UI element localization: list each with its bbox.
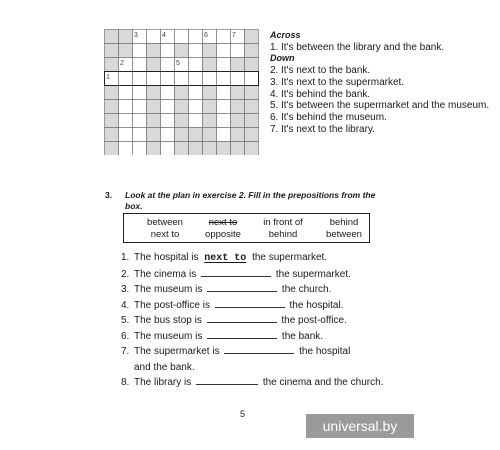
sentence-start: The supermarket is bbox=[134, 346, 220, 357]
clue-number: 5. bbox=[270, 100, 279, 112]
answer-example: next to bbox=[204, 253, 247, 264]
crossword-block bbox=[105, 100, 119, 114]
crossword-block bbox=[245, 58, 259, 72]
sentence-start: The museum is bbox=[134, 330, 203, 342]
word-box-item: in front of bbox=[263, 217, 303, 228]
crossword-block bbox=[245, 142, 259, 156]
sentence-end: the supermarket. bbox=[252, 252, 328, 263]
exercise-instruction bbox=[105, 190, 395, 212]
sentence-end: the cinema and the church. bbox=[262, 377, 384, 388]
down-list bbox=[270, 65, 495, 135]
answer-blank[interactable] bbox=[207, 329, 277, 339]
crossword-cell[interactable] bbox=[175, 72, 189, 86]
crossword-block bbox=[231, 114, 245, 128]
crossword-cell[interactable] bbox=[161, 114, 175, 128]
answer-blank[interactable] bbox=[215, 298, 285, 308]
crossword-block bbox=[175, 128, 189, 142]
word-box-item: between bbox=[326, 229, 362, 240]
clue-number: 3. bbox=[270, 76, 279, 88]
answer-blank[interactable] bbox=[196, 375, 258, 385]
crossword-cell[interactable] bbox=[161, 100, 175, 114]
sentence-item bbox=[121, 313, 421, 329]
sentence-number: 5. bbox=[121, 315, 130, 326]
crossword-cell[interactable] bbox=[133, 58, 147, 72]
crossword-block bbox=[203, 128, 217, 142]
crossword-number: 7 bbox=[232, 32, 236, 39]
crossword-block bbox=[175, 114, 189, 128]
crossword-cell[interactable] bbox=[189, 44, 203, 58]
crossword-cell[interactable] bbox=[161, 86, 175, 100]
crossword-cell[interactable] bbox=[133, 142, 147, 156]
answer-blank[interactable] bbox=[201, 267, 271, 277]
crossword-number: 5 bbox=[176, 60, 180, 67]
crossword-cell[interactable] bbox=[189, 58, 203, 72]
answer-blank[interactable] bbox=[207, 282, 277, 292]
crossword-block bbox=[119, 44, 133, 58]
sentence-item bbox=[121, 298, 421, 314]
crossword-block bbox=[203, 44, 217, 58]
sentence-number: 1. bbox=[121, 252, 130, 263]
crossword-block bbox=[189, 128, 203, 142]
across-heading: Across bbox=[270, 30, 301, 40]
crossword-block bbox=[175, 142, 189, 156]
crossword-block bbox=[231, 142, 245, 156]
sentence-start: The museum is bbox=[134, 284, 203, 295]
clue-item bbox=[270, 124, 495, 136]
crossword-cell[interactable] bbox=[133, 114, 147, 128]
crossword-cell[interactable] bbox=[217, 44, 231, 58]
crossword-block bbox=[105, 44, 119, 58]
crossword-block bbox=[245, 30, 259, 44]
crossword-cell[interactable] bbox=[133, 128, 147, 142]
word-box-item: behind bbox=[268, 229, 298, 240]
sentence-end: the hospital bbox=[299, 346, 351, 357]
crossword-block bbox=[245, 128, 259, 142]
sentence-number: 7. bbox=[121, 346, 130, 357]
crossword-block bbox=[147, 114, 161, 128]
crossword-block bbox=[105, 86, 119, 100]
crossword-block bbox=[147, 142, 161, 156]
word-box bbox=[123, 213, 370, 243]
sentence-start: The cinema is bbox=[134, 268, 197, 280]
crossword-block bbox=[245, 114, 259, 128]
answer-blank[interactable] bbox=[224, 344, 294, 354]
crossword-block bbox=[105, 30, 119, 44]
crossword-cell[interactable] bbox=[189, 30, 203, 44]
crossword-grid bbox=[104, 29, 259, 155]
crossword-svg bbox=[104, 29, 259, 155]
crossword-block bbox=[203, 58, 217, 72]
clue-number: 7. bbox=[270, 123, 279, 135]
clue-item bbox=[270, 112, 495, 124]
down-heading: Down bbox=[270, 53, 295, 64]
crossword-cell[interactable] bbox=[217, 86, 231, 100]
crossword-block bbox=[231, 128, 245, 142]
crossword-block bbox=[245, 100, 259, 114]
crossword-block bbox=[147, 100, 161, 114]
word-box-item: opposite bbox=[205, 229, 241, 240]
crossword-cell[interactable] bbox=[133, 100, 147, 114]
crossword-cell[interactable] bbox=[119, 114, 133, 128]
word-box-item-used: next to bbox=[208, 217, 238, 228]
sentence-number: 6. bbox=[121, 330, 130, 342]
crossword-cell[interactable] bbox=[161, 44, 175, 58]
word-box-item: behind bbox=[329, 217, 359, 228]
crossword-clues bbox=[270, 30, 495, 135]
clue-text: It's between the supermarket and the museum. bbox=[281, 100, 490, 112]
crossword-block bbox=[217, 142, 231, 156]
crossword-block bbox=[147, 44, 161, 58]
crossword-cell[interactable] bbox=[119, 142, 133, 156]
exercise-number: 3. bbox=[105, 190, 113, 200]
crossword-cell[interactable] bbox=[147, 72, 161, 86]
clue-item bbox=[270, 77, 495, 89]
crossword-cell[interactable] bbox=[231, 44, 245, 58]
crossword-block bbox=[147, 86, 161, 100]
sentence-end: the hospital. bbox=[289, 299, 344, 311]
clue-text: It's next to the bank. bbox=[281, 65, 371, 77]
clue-text: It's behind the museum. bbox=[281, 111, 387, 123]
sentence-number: 3. bbox=[121, 284, 130, 295]
clue-item bbox=[270, 65, 495, 77]
clue-text: It's between the library and the bank. bbox=[281, 41, 445, 53]
crossword-block bbox=[231, 58, 245, 72]
crossword-number: 3 bbox=[134, 32, 138, 39]
sentence-item bbox=[121, 344, 421, 375]
sentence-number: 4. bbox=[121, 299, 130, 311]
sentence-start: The library is bbox=[134, 377, 192, 388]
sentence-start: The post-office is bbox=[134, 299, 210, 311]
crossword-cell[interactable] bbox=[161, 58, 175, 72]
clue-text: It's next to the supermarket. bbox=[281, 76, 405, 88]
crossword-block bbox=[147, 58, 161, 72]
word-box-item: between bbox=[147, 217, 183, 228]
crossword-number: 2 bbox=[120, 60, 124, 67]
crossword-cell[interactable] bbox=[133, 44, 147, 58]
clue-item bbox=[270, 89, 495, 101]
crossword-cell[interactable] bbox=[189, 86, 203, 100]
clue-number: 4. bbox=[270, 88, 279, 100]
sentence-end: the post-office. bbox=[281, 315, 347, 326]
crossword-cell[interactable] bbox=[161, 72, 175, 86]
clue-number: 6. bbox=[270, 111, 279, 123]
crossword-cell[interactable] bbox=[189, 72, 203, 86]
crossword-cell[interactable] bbox=[217, 72, 231, 86]
crossword-cell[interactable] bbox=[231, 72, 245, 86]
crossword-cell[interactable] bbox=[119, 72, 133, 86]
crossword-block bbox=[203, 100, 217, 114]
answer-blank[interactable] bbox=[207, 313, 277, 323]
sentence-end: the bank. bbox=[281, 330, 324, 342]
clue-text: It's behind the bank. bbox=[281, 88, 371, 100]
sentence-end: the supermarket. bbox=[275, 268, 351, 280]
crossword-cell[interactable] bbox=[217, 58, 231, 72]
crossword-cell[interactable] bbox=[203, 72, 217, 86]
sentence-item bbox=[121, 329, 421, 345]
crossword-cell[interactable] bbox=[119, 100, 133, 114]
crossword-cell[interactable] bbox=[217, 30, 231, 44]
sentence-continuation: and the bank. bbox=[134, 361, 195, 373]
crossword-cell[interactable] bbox=[217, 128, 231, 142]
crossword-number: 1 bbox=[106, 74, 110, 81]
crossword-block bbox=[231, 100, 245, 114]
sentence-item bbox=[121, 267, 421, 283]
crossword-cell[interactable] bbox=[217, 100, 231, 114]
crossword-block bbox=[203, 86, 217, 100]
clue-item bbox=[270, 42, 495, 54]
crossword-cell[interactable] bbox=[133, 86, 147, 100]
crossword-block bbox=[245, 86, 259, 100]
crossword-cell[interactable] bbox=[175, 30, 189, 44]
crossword-cell[interactable] bbox=[133, 72, 147, 86]
site-watermark: universal.by bbox=[306, 414, 414, 438]
sentence-end: the church. bbox=[281, 284, 332, 295]
sentence-number: 2. bbox=[121, 268, 130, 280]
sentence-start: The hospital is bbox=[134, 252, 199, 263]
page-number: 5 bbox=[240, 409, 246, 419]
sentence-start: The bus stop is bbox=[134, 315, 202, 326]
crossword-block bbox=[105, 142, 119, 156]
crossword-block bbox=[189, 142, 203, 156]
word-box-item: next to bbox=[150, 229, 180, 240]
crossword-cell[interactable] bbox=[119, 128, 133, 142]
clue-text: It's next to the library. bbox=[281, 123, 375, 135]
across-list bbox=[270, 42, 495, 54]
crossword-cell[interactable] bbox=[161, 142, 175, 156]
crossword-number: 6 bbox=[204, 32, 208, 39]
clue-number: 1. bbox=[270, 41, 279, 53]
sentence-number: 8. bbox=[121, 377, 130, 388]
crossword-block bbox=[105, 128, 119, 142]
sentence-item bbox=[121, 250, 421, 267]
crossword-block bbox=[231, 86, 245, 100]
crossword-number: 4 bbox=[162, 32, 166, 39]
crossword-block bbox=[105, 58, 119, 72]
clue-item bbox=[270, 100, 495, 112]
crossword-cell[interactable] bbox=[119, 86, 133, 100]
clue-number: 2. bbox=[270, 65, 279, 77]
crossword-cell[interactable] bbox=[189, 100, 203, 114]
sentence-item bbox=[121, 375, 421, 391]
crossword-cell[interactable] bbox=[245, 72, 259, 86]
sentence-item bbox=[121, 282, 421, 298]
crossword-cell[interactable] bbox=[189, 114, 203, 128]
exercise-text: Look at the plan in exercise 2. Fill in the prepositions from the box. bbox=[125, 190, 376, 211]
crossword-cell[interactable] bbox=[161, 128, 175, 142]
crossword-block bbox=[119, 30, 133, 44]
crossword-cell[interactable] bbox=[217, 114, 231, 128]
crossword-block bbox=[203, 142, 217, 156]
crossword-block bbox=[175, 86, 189, 100]
crossword-block bbox=[175, 44, 189, 58]
crossword-block bbox=[245, 44, 259, 58]
sentence-list bbox=[121, 250, 421, 391]
crossword-block bbox=[175, 100, 189, 114]
crossword-block bbox=[203, 114, 217, 128]
crossword-cell[interactable] bbox=[147, 30, 161, 44]
crossword-block bbox=[105, 114, 119, 128]
crossword-block bbox=[147, 128, 161, 142]
